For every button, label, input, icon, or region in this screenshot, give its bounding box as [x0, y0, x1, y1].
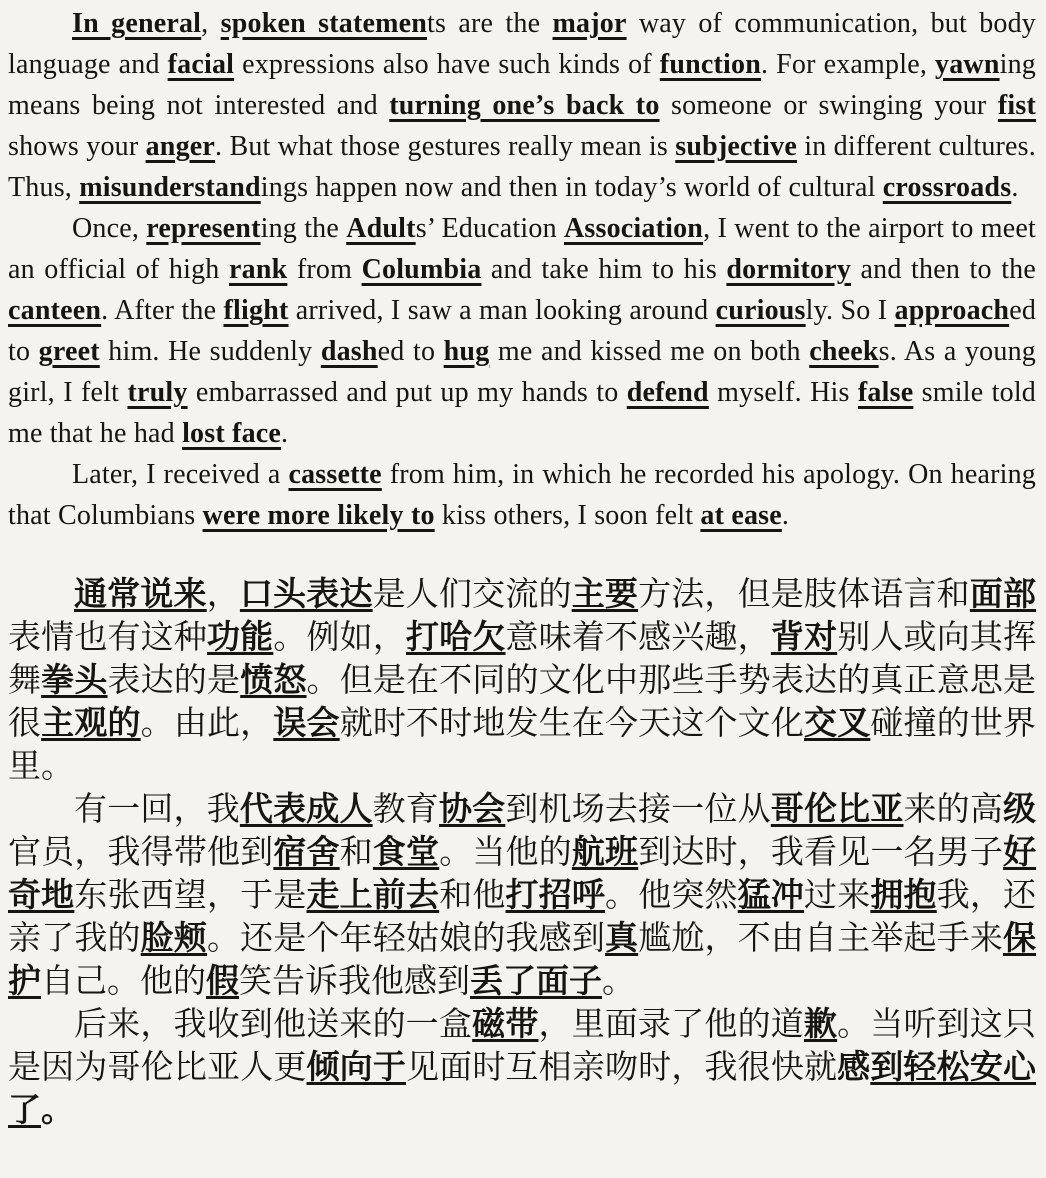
text-run: 见面时互相亲吻时，我很快就: [406, 1048, 838, 1085]
emphasized-term: 通常说来: [74, 575, 207, 612]
text-run: 。由此，: [140, 704, 274, 741]
emphasized-term: function: [659, 49, 761, 80]
english-paragraph: [8, 3, 1036, 208]
emphasized-term: 到轻松安心了: [8, 1048, 1037, 1128]
text-run: someone or swinging your: [659, 90, 998, 121]
emphasized-term: 背对: [770, 618, 838, 655]
emphasized-term: fist: [997, 90, 1036, 121]
emphasized-term: 口头表达: [239, 575, 373, 612]
emphasized-term: facial: [167, 49, 235, 80]
text-run: 。当听到这只是因为哥伦比亚人更: [8, 1005, 1037, 1085]
text-run: 意味着不感兴趣，: [505, 618, 771, 655]
text-run: s’ Education: [415, 213, 564, 244]
text-run: 有一回，我: [74, 790, 240, 827]
english-passage: [8, 3, 1036, 536]
emphasized-term: truly: [127, 377, 188, 408]
emphasized-term: defend: [626, 377, 709, 408]
bold-term: 级: [1003, 790, 1037, 827]
emphasized-term: represent: [146, 213, 261, 244]
text-run: arrived, I saw a man looking around: [288, 295, 716, 326]
text-run: 表达的是: [107, 661, 241, 698]
text-run: and take him to his: [481, 254, 727, 285]
emphasized-term: 宿舍: [273, 833, 340, 870]
text-run: 尴尬，不由自主举起手来: [638, 919, 1004, 956]
emphasized-term: curious: [715, 295, 806, 326]
text-run: , I went to the airport to meet an official of high: [8, 213, 1036, 285]
text-run: 。他突然: [605, 876, 738, 913]
text-run: s. As a young girl, I felt: [8, 336, 1036, 408]
emphasized-term: 走上前去: [306, 876, 440, 913]
text-run: ts are the: [427, 8, 553, 39]
text-run: embarrassed and put up my hands to: [187, 377, 627, 408]
text-run: 。但是在不同的文化中那些手势表达的真正意思是很: [8, 661, 1037, 741]
emphasized-term: 愤怒: [240, 661, 307, 698]
emphasized-term: were more likely to: [202, 500, 435, 531]
emphasized-term: crossroads: [882, 172, 1012, 203]
text-run: 到达时，我看见一名男子: [638, 833, 1004, 870]
emphasized-term: 假: [206, 962, 239, 999]
emphasized-term: 主观的: [41, 704, 141, 741]
text-run: ings happen now and then in today’s world of cultural: [260, 172, 883, 203]
text-run: ly. So I: [805, 295, 895, 326]
text-run: 官员，我得带他到: [8, 833, 274, 870]
emphasized-term: 交叉: [804, 704, 871, 741]
emphasized-term: 代表成人: [239, 790, 373, 827]
emphasized-term: 功能: [207, 618, 274, 655]
text-run: 方法，但是肢体语言和: [638, 575, 970, 612]
emphasized-term: Adult: [346, 213, 416, 244]
text-run: 到机场去接一位从: [505, 790, 771, 827]
chinese-paragraph: [8, 787, 1036, 1002]
emphasized-term: 食堂: [372, 833, 440, 870]
emphasized-term: 误会: [273, 704, 340, 741]
bold-term: 。: [41, 1091, 74, 1128]
text-run: 。当他的: [439, 833, 572, 870]
emphasized-term: 好奇地: [8, 833, 1037, 913]
emphasized-term: spoken statemen: [220, 8, 428, 39]
text-run: and then to the: [851, 254, 1037, 285]
emphasized-term: canteen: [8, 295, 102, 326]
text-run: Once,: [72, 213, 147, 244]
emphasized-term: 主要: [571, 575, 639, 612]
emphasized-term: 磁带: [472, 1005, 539, 1042]
emphasized-term: rank: [229, 254, 288, 285]
emphasized-term: subjective: [675, 131, 797, 162]
chinese-paragraph: [8, 1002, 1036, 1131]
emphasized-term: 真: [605, 919, 639, 956]
text-run: ,: [201, 8, 221, 39]
emphasized-term: misunderstand: [79, 172, 261, 203]
text-run: 后来，我收到他送来的一盒: [74, 1005, 473, 1042]
english-paragraph: [8, 454, 1036, 536]
emphasized-term: 拥抱: [870, 876, 937, 913]
text-run: 。例如，: [273, 618, 407, 655]
emphasized-term: approach: [894, 295, 1010, 326]
emphasized-term: 面部: [969, 575, 1037, 612]
emphasized-term: 歉: [803, 1005, 838, 1042]
text-run: .: [281, 418, 289, 449]
text-run: ing the: [260, 213, 347, 244]
emphasized-term: dash: [320, 336, 378, 367]
emphasized-term: Association: [563, 213, 704, 244]
emphasized-term: 丢了面子: [470, 962, 602, 999]
emphasized-term: 猛冲: [737, 876, 805, 913]
emphasized-term: lost face: [182, 418, 282, 449]
text-run: 过来: [804, 876, 871, 913]
text-run: him. He suddenly: [99, 336, 321, 367]
text-run: from him, in which he recorded his apology. On hearing that Columbians: [8, 459, 1036, 531]
text-run: 就时不时地发生在今天这个文化: [339, 704, 805, 741]
text-run: me and kissed me on both: [489, 336, 810, 367]
emphasized-term: 脸颊: [140, 919, 208, 956]
english-paragraph: [8, 208, 1036, 454]
emphasized-term: 拳头: [41, 661, 108, 698]
emphasized-term: 协会: [438, 790, 506, 827]
emphasized-term: 打招呼: [505, 876, 606, 913]
text-run: 别人或向其挥舞: [8, 618, 1037, 698]
text-run: 我，还亲了我的: [8, 876, 1037, 956]
chinese-paragraph: [8, 572, 1036, 787]
emphasized-term: anger: [145, 131, 216, 162]
text-run: . But what those gestures really mean is: [215, 131, 676, 162]
text-run: 东张西望，于是: [74, 876, 307, 913]
text-run: ，: [206, 575, 240, 612]
emphasized-term: 倾向于: [306, 1048, 406, 1085]
text-run: shows your: [8, 131, 146, 162]
emphasized-term: yawn: [935, 49, 1000, 80]
text-run: in different cultures. Thus,: [8, 131, 1036, 203]
text-run: ing means being not interested and: [8, 49, 1036, 121]
text-run: 。: [602, 962, 635, 999]
text-run: 表情也有这种: [8, 618, 207, 655]
emphasized-term: 保护: [8, 919, 1037, 999]
emphasized-term: 航班: [571, 833, 639, 870]
text-run: 和他: [439, 876, 506, 913]
text-run: 来的高: [903, 790, 1004, 827]
text-run: .: [1011, 172, 1019, 203]
emphasized-term: flight: [223, 295, 289, 326]
text-run: myself. His: [708, 377, 858, 408]
text-run: kiss others, I soon felt: [434, 500, 701, 531]
emphasized-term: false: [857, 377, 914, 408]
text-run: from: [287, 254, 362, 285]
emphasized-term: dormitory: [726, 254, 852, 285]
emphasized-term: 哥伦比亚: [770, 790, 904, 827]
text-run: 和: [339, 833, 373, 870]
text-run: way of communication, but body language and: [8, 8, 1037, 80]
text-run: 教育: [372, 790, 439, 827]
text-run: 自己。他的: [41, 962, 206, 999]
text-run: ed to: [8, 295, 1037, 367]
emphasized-term: cheek: [809, 336, 879, 367]
emphasized-term: at ease: [700, 500, 782, 531]
chinese-translation: [8, 572, 1036, 1131]
emphasized-term: cassette: [288, 459, 382, 490]
text-run: 碰撞的世界里。: [8, 704, 1037, 784]
emphasized-term: 打哈欠: [406, 618, 506, 655]
text-run: .: [781, 500, 790, 531]
text-run: 。还是个年轻姑娘的我感到: [207, 919, 606, 956]
emphasized-term: major: [552, 8, 627, 39]
emphasized-term: Columbia: [361, 254, 482, 285]
text-run: smile told me that he had: [8, 377, 1036, 449]
text-run: Later, I received a: [72, 459, 289, 490]
text-run: ed to: [377, 336, 444, 367]
emphasized-term: greet: [38, 336, 100, 367]
text-run: 是人们交流的: [372, 575, 572, 612]
bold-term: 感: [837, 1048, 871, 1085]
emphasized-term: turning one’s back to: [389, 90, 660, 121]
text-run: ，里面录了他的道: [538, 1005, 804, 1042]
text-run: 笑告诉我他感到: [239, 962, 470, 999]
text-run: expressions also have such kinds of: [234, 49, 660, 80]
emphasized-term: In general: [72, 8, 202, 39]
text-run: . After the: [101, 295, 224, 326]
text-run: . For example,: [760, 49, 936, 80]
emphasized-term: hug: [443, 336, 490, 367]
